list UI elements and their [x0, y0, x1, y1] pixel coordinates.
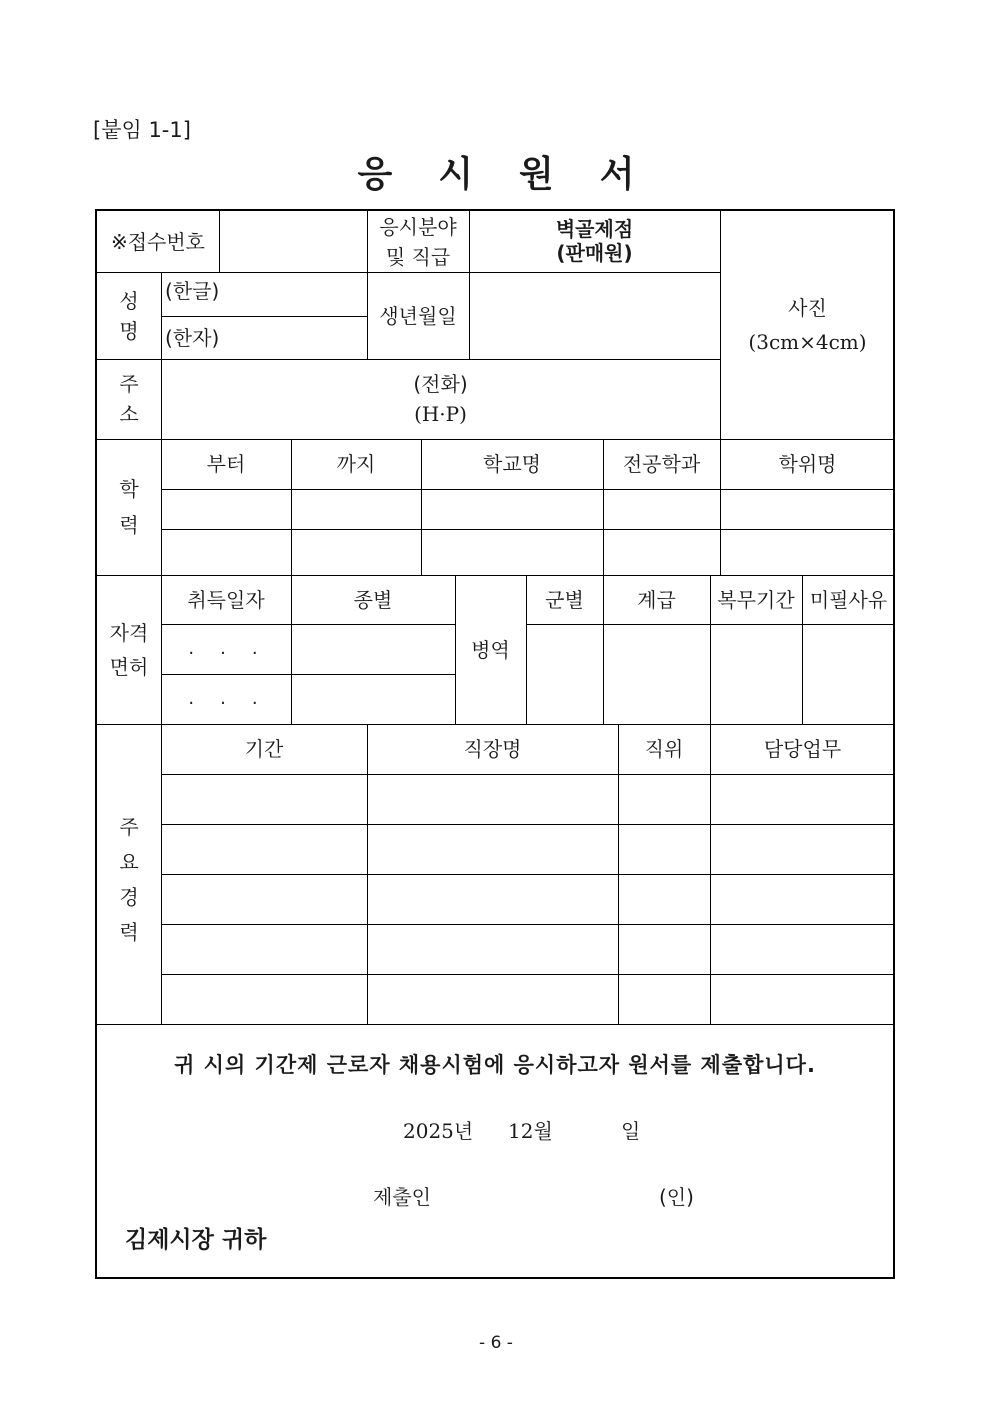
application-field-label-line2: 및 직급: [385, 244, 451, 269]
application-field-value: [469, 211, 720, 272]
career-label-char: 경: [119, 885, 139, 909]
declaration-text: 귀 시의 기간제 근로자 채용시험에 응시하고자 원서를 제출합니다.: [174, 1053, 816, 1077]
name-hangul-field[interactable]: [161, 272, 367, 316]
address-field[interactable]: [161, 359, 720, 439]
military-rank-field[interactable]: [603, 624, 710, 724]
career-label: [97, 724, 161, 1024]
page-title: [0, 146, 992, 197]
military-period-field[interactable]: [710, 624, 802, 724]
title-char: 시: [438, 154, 473, 195]
date-year: 2025년: [403, 1119, 474, 1143]
license-header-type: 종별: [353, 587, 393, 612]
military-header-branch: 군별: [545, 587, 584, 612]
license-label-line: 자격: [109, 620, 149, 645]
career-label-char: 요: [119, 850, 139, 874]
attachment-label: [붙임 1-1]: [93, 118, 191, 142]
application-field-label-line1: 응시분야: [379, 214, 457, 239]
education-label: [97, 439, 161, 575]
field-value-line1: 벽골제점: [555, 217, 634, 241]
page-number: - 6 -: [479, 1333, 513, 1353]
career-row[interactable]: [161, 974, 895, 1024]
military-exemption-field[interactable]: [802, 624, 895, 724]
field-value-line2: (판매원): [556, 241, 633, 265]
address-label-char: 소: [119, 402, 139, 426]
license-type-field[interactable]: [291, 624, 455, 674]
date-day: 일: [621, 1119, 641, 1143]
title-char: 원: [519, 154, 554, 195]
date-placeholder: ...: [188, 688, 284, 709]
career-header-duties: 담당업무: [763, 737, 842, 761]
title-char: 서: [599, 154, 635, 195]
recipient-text: 김제시장 귀하: [125, 1227, 267, 1253]
address-label: [97, 359, 161, 439]
birth-date-label: 생년월일: [379, 303, 457, 328]
name-hangul-label: (한글): [165, 279, 220, 303]
date-month: 12월: [508, 1119, 553, 1143]
name-label: [97, 272, 161, 359]
application-form: [95, 209, 895, 1279]
career-row[interactable]: [161, 874, 895, 924]
career-row[interactable]: [161, 924, 895, 974]
address-label-char: 주: [119, 372, 139, 396]
career-header-company: 직장명: [463, 737, 522, 761]
license-date-field[interactable]: [161, 674, 291, 724]
education-row[interactable]: [161, 489, 895, 529]
seal-label: (인): [659, 1185, 694, 1209]
military-label: 병역: [471, 637, 510, 662]
edu-header-degree: 학위명: [778, 452, 837, 476]
edu-header-major: 전공학과: [622, 452, 701, 476]
career-label-char: 주: [119, 815, 139, 839]
license-type-field[interactable]: [291, 674, 455, 724]
career-row[interactable]: [161, 774, 895, 824]
education-label-char: 력: [119, 513, 139, 537]
birth-date-field[interactable]: [469, 272, 720, 359]
photo-size: (3cm×4cm): [748, 330, 867, 354]
mobile-label: (H·P): [414, 402, 467, 426]
name-label-char: 명: [119, 318, 139, 343]
military-header-exemption: 미필사유: [809, 587, 888, 612]
date-placeholder: ...: [188, 638, 284, 659]
edu-header-to: 까지: [336, 452, 376, 476]
career-label-char: 력: [119, 920, 139, 944]
title-char: 응: [357, 154, 393, 195]
license-label-line: 면허: [109, 654, 149, 679]
education-label-char: 학: [119, 477, 139, 501]
edu-header-from: 부터: [206, 452, 246, 476]
career-header-position: 직위: [644, 737, 684, 761]
receipt-no-label: ※접수번호: [110, 229, 206, 254]
name-hanja-field[interactable]: [161, 316, 367, 359]
license-date-field[interactable]: [161, 624, 291, 674]
military-header-period: 복무기간: [717, 587, 795, 612]
career-row[interactable]: [161, 824, 895, 874]
receipt-no-field[interactable]: [219, 211, 367, 272]
military-header-rank: 계급: [637, 587, 676, 612]
applicant-label: 제출인: [373, 1185, 431, 1209]
name-hanja-label: (한자): [165, 325, 220, 350]
military-branch-field[interactable]: [526, 624, 603, 724]
photo-box[interactable]: [720, 211, 895, 439]
photo-label: 사진: [788, 296, 827, 320]
license-header-date: 취득일자: [187, 587, 265, 612]
name-label-char: 성: [119, 288, 139, 313]
career-header-period: 기간: [244, 737, 284, 761]
education-row[interactable]: [161, 529, 895, 575]
phone-label: (전화): [413, 372, 468, 396]
license-label: [97, 575, 161, 724]
edu-header-school: 학교명: [483, 452, 541, 476]
application-field-label: [367, 211, 469, 272]
